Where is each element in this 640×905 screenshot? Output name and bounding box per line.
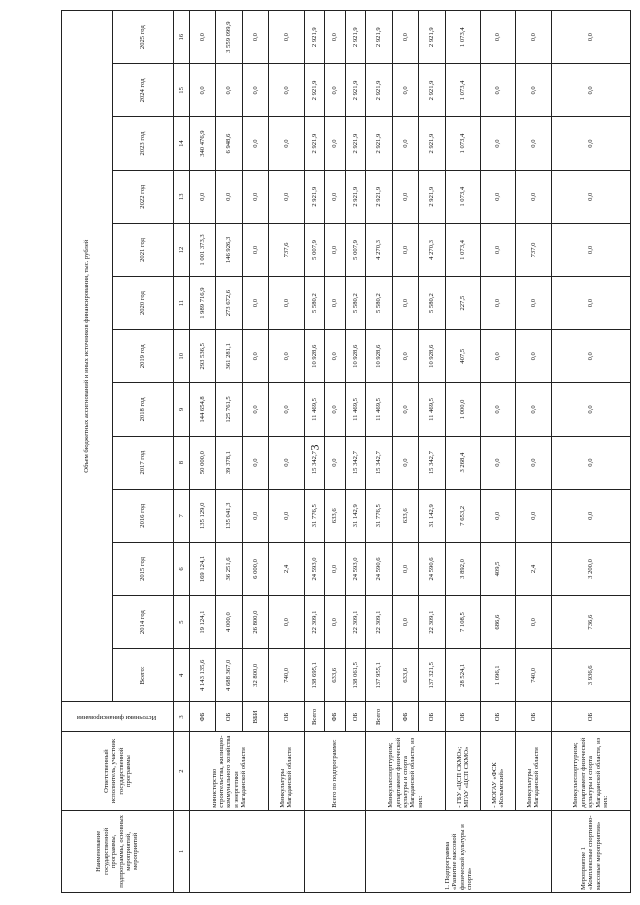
row-funding-source: ОБ <box>419 702 445 732</box>
row-funding-source: ОБ <box>216 702 242 732</box>
column-index: 8 <box>174 436 190 489</box>
row-value: 2 921,9 <box>366 170 392 223</box>
header-year: 2016 год <box>113 489 174 542</box>
row-value: 2 921,9 <box>345 64 366 117</box>
row-value: 31 142,9 <box>419 489 445 542</box>
row-value: 5 580,2 <box>304 277 325 330</box>
row-value: 0,0 <box>516 117 551 170</box>
row-value: 6 000,0 <box>242 542 268 595</box>
column-index: 6 <box>174 542 190 595</box>
row-value: 0,0 <box>325 542 346 595</box>
row-value: 0,0 <box>392 436 418 489</box>
header-program-name: Наименование государственной программы, подпрограммы, основных мероприятий, мероприятий <box>62 810 174 892</box>
row-value: 0,0 <box>325 170 346 223</box>
row-value: 0,0 <box>551 277 630 330</box>
row-funding-source: ФБ <box>325 702 346 732</box>
row-program-cell <box>190 810 305 892</box>
column-index: 15 <box>174 64 190 117</box>
table-row <box>551 11 630 893</box>
column-index: 7 <box>174 489 190 542</box>
row-value: 26 800,0 <box>242 596 268 649</box>
row-value: 0,0 <box>481 489 516 542</box>
row-responsible-label: - ГБУ «ЦСП СКМО»; МГАУ «ЦСП СКМО» <box>445 732 480 810</box>
row-value: 0,0 <box>242 436 268 489</box>
row-value: 7 108,5 <box>445 596 480 649</box>
row-value: 0,0 <box>392 277 418 330</box>
row-funding-source: ОБ <box>481 702 516 732</box>
row-funding-source: ОБ <box>551 702 630 732</box>
row-value: 0,0 <box>481 11 516 64</box>
row-value: 10 928,6 <box>304 330 325 383</box>
table-row <box>304 11 325 893</box>
header-funding-title: Объем бюджетных ассигнований и иных источников финансирования, тыс. рублей <box>62 11 113 702</box>
row-value: 5 580,2 <box>366 277 392 330</box>
row-value: 633,6 <box>325 489 346 542</box>
row-value: 11 469,5 <box>366 383 392 436</box>
row-value: 0,0 <box>516 596 551 649</box>
row-program-cell <box>304 810 366 892</box>
row-value: 0,0 <box>269 383 304 436</box>
row-funding-source: ОБ <box>445 702 480 732</box>
row-funding-source: ОБ <box>516 702 551 732</box>
header-year: 2023 год <box>113 117 174 170</box>
row-value: 633,6 <box>392 489 418 542</box>
row-value: 0,0 <box>551 436 630 489</box>
row-value: 5 580,2 <box>419 277 445 330</box>
row-funding-source: Всего <box>304 702 325 732</box>
row-value: 0,0 <box>551 489 630 542</box>
row-value: 39 378,1 <box>216 436 242 489</box>
row-value: 169 124,1 <box>190 542 216 595</box>
row-value: 135 129,0 <box>190 489 216 542</box>
row-value: 137 321,5 <box>419 649 445 702</box>
row-value: 1 073,4 <box>445 117 480 170</box>
header-funding-source <box>62 702 174 732</box>
header-year: 2020 год <box>113 277 174 330</box>
row-value: 0,0 <box>325 117 346 170</box>
row-value: 0,0 <box>392 542 418 595</box>
row-value: 10 928,6 <box>345 330 366 383</box>
rotated-page <box>61 10 631 893</box>
row-value: 0,0 <box>242 223 268 276</box>
header-year: 2018 год <box>113 383 174 436</box>
row-value: 125 761,5 <box>216 383 242 436</box>
row-value: 5 007,9 <box>345 223 366 276</box>
row-value: 31 142,9 <box>345 489 366 542</box>
row-value: 2 921,9 <box>304 64 325 117</box>
row-value: 740,0 <box>516 649 551 702</box>
row-value: 144 654,8 <box>190 383 216 436</box>
row-value: 1 073,4 <box>445 11 480 64</box>
row-value: 15 342,7 <box>345 436 366 489</box>
row-value: 0,0 <box>481 277 516 330</box>
column-index: 10 <box>174 330 190 383</box>
row-funding-source: ФБ <box>392 702 418 732</box>
row-value: 273 672,6 <box>216 277 242 330</box>
row-value: 146 926,3 <box>216 223 242 276</box>
row-value: 227,5 <box>445 277 480 330</box>
row-value: 736,6 <box>551 596 630 649</box>
row-value: 10 928,6 <box>419 330 445 383</box>
row-value: 0,0 <box>392 330 418 383</box>
row-value: 0,0 <box>242 383 268 436</box>
row-value: 24 593,0 <box>345 542 366 595</box>
row-value: 0,0 <box>269 11 304 64</box>
row-value: 0,0 <box>516 436 551 489</box>
header-total: Всего: <box>113 649 174 702</box>
row-value: 22 309,1 <box>366 596 392 649</box>
row-value: 0,0 <box>269 596 304 649</box>
row-value: 2 921,9 <box>345 117 366 170</box>
row-value: 2 921,9 <box>419 64 445 117</box>
row-value: 2 921,9 <box>345 11 366 64</box>
row-value: 31 776,5 <box>304 489 325 542</box>
row-value: 0,0 <box>551 117 630 170</box>
row-value: 0,0 <box>392 383 418 436</box>
header-year: 2019 год <box>113 330 174 383</box>
row-value: 361 281,1 <box>216 330 242 383</box>
row-value: 0,0 <box>242 330 268 383</box>
row-value: 340 476,9 <box>190 117 216 170</box>
row-value: 1 073,4 <box>445 170 480 223</box>
row-value: 3 200,0 <box>551 542 630 595</box>
row-value: 1 096,1 <box>481 649 516 702</box>
row-value: 0,0 <box>242 64 268 117</box>
row-value: 0,0 <box>551 64 630 117</box>
row-value: 15 342,7 <box>419 436 445 489</box>
column-index: 11 <box>174 277 190 330</box>
row-value: 2,4 <box>269 542 304 595</box>
row-program-label: 1. Подпрограмма «Развитие массовой физической культуры и спорта» <box>366 810 551 892</box>
row-value: 0,0 <box>190 64 216 117</box>
row-value: 2 921,9 <box>304 170 325 223</box>
row-value: 737,0 <box>516 223 551 276</box>
row-value: 0,0 <box>392 11 418 64</box>
row-value: 0,0 <box>242 489 268 542</box>
column-index-row <box>174 11 190 893</box>
row-value: 0,0 <box>481 223 516 276</box>
row-value: 1 989 716,9 <box>190 277 216 330</box>
row-value: 138 695,1 <box>304 649 325 702</box>
row-value: 4 000,0 <box>216 596 242 649</box>
row-value: 0,0 <box>481 64 516 117</box>
row-value: 0,0 <box>551 223 630 276</box>
row-value: 407,5 <box>445 330 480 383</box>
row-value: 50 000,0 <box>190 436 216 489</box>
row-value: 24 590,6 <box>419 542 445 595</box>
column-index: 5 <box>174 596 190 649</box>
row-value: 2 921,9 <box>345 170 366 223</box>
row-value: 15 342,7 <box>366 436 392 489</box>
row-value: 0,0 <box>392 223 418 276</box>
row-value: 0,0 <box>481 330 516 383</box>
row-responsible-label: Минкультуры Магаданской области <box>269 732 304 810</box>
row-value: 1 000,0 <box>445 383 480 436</box>
page-number: 3 <box>307 444 322 451</box>
row-value: 2 921,9 <box>366 64 392 117</box>
table-row <box>445 11 480 893</box>
row-value: 11 469,5 <box>419 383 445 436</box>
row-value: 0,0 <box>516 277 551 330</box>
table-row <box>366 11 392 893</box>
row-value: 0,0 <box>190 11 216 64</box>
table-row <box>190 11 216 893</box>
row-value: 4 270,3 <box>366 223 392 276</box>
row-value: 0,0 <box>481 436 516 489</box>
row-value: 0,0 <box>325 436 346 489</box>
row-value: 4 143 135,6 <box>190 649 216 702</box>
row-value: 0,0 <box>269 64 304 117</box>
row-value: 0,0 <box>216 170 242 223</box>
row-value: 0,0 <box>325 11 346 64</box>
row-value: 135 041,3 <box>216 489 242 542</box>
row-value: 3 268,4 <box>445 436 480 489</box>
row-value: 0,0 <box>325 383 346 436</box>
row-value: 4 688 367,0 <box>216 649 242 702</box>
row-value: 24 593,0 <box>304 542 325 595</box>
row-value: 0,0 <box>269 436 304 489</box>
row-responsible-label: Всего по подпрограмме: <box>304 732 366 810</box>
row-value: 0,0 <box>551 330 630 383</box>
row-value: 22 309,1 <box>419 596 445 649</box>
row-value: 0,0 <box>392 64 418 117</box>
row-value: 0,0 <box>551 383 630 436</box>
row-value: 0,0 <box>516 170 551 223</box>
column-index: 14 <box>174 117 190 170</box>
row-value: 2,4 <box>516 542 551 595</box>
row-value: 28 524,1 <box>445 649 480 702</box>
row-value: 2 921,9 <box>366 11 392 64</box>
row-value: 0,0 <box>269 330 304 383</box>
row-value: 5 580,2 <box>345 277 366 330</box>
row-responsible-label: Минкультспорттуризм; департамент физической культуры и спорта Магаданской области, из них: <box>551 732 630 810</box>
row-responsible-label: Минкультуры Магаданской области <box>516 732 551 810</box>
row-value: 0,0 <box>269 170 304 223</box>
row-value: 0,0 <box>516 11 551 64</box>
row-value: 0,0 <box>551 170 630 223</box>
row-funding-source: ВБИ <box>242 702 268 732</box>
row-value: 22 309,1 <box>304 596 325 649</box>
row-value: 2 921,9 <box>304 11 325 64</box>
row-value: 0,0 <box>216 64 242 117</box>
row-value: 2 921,9 <box>419 117 445 170</box>
header-year: 2017 год <box>113 436 174 489</box>
row-value: 0,0 <box>190 170 216 223</box>
row-value: 0,0 <box>481 170 516 223</box>
row-value: 0,0 <box>392 170 418 223</box>
column-index: 16 <box>174 11 190 64</box>
table-row <box>516 11 551 893</box>
row-responsible-label: - МОГАУ «ФСК «Колымский» <box>481 732 516 810</box>
row-value: 0,0 <box>242 117 268 170</box>
row-value: 0,0 <box>242 11 268 64</box>
column-index: 2 <box>174 732 190 810</box>
row-value: 0,0 <box>516 64 551 117</box>
row-value: 11 469,5 <box>304 383 325 436</box>
row-value: 1 073,4 <box>445 223 480 276</box>
row-value: 0,0 <box>481 117 516 170</box>
row-value: 2 921,9 <box>366 117 392 170</box>
row-value: 0,0 <box>481 383 516 436</box>
row-funding-source: ОБ <box>345 702 366 732</box>
header-funding-source-text: Источники финансирования <box>76 713 156 721</box>
funding-table <box>61 10 631 893</box>
header-year: 2022 год <box>113 170 174 223</box>
header-year: 2024 год <box>113 64 174 117</box>
row-value: 0,0 <box>242 170 268 223</box>
column-index: 1 <box>174 810 190 892</box>
row-value: 633,6 <box>392 649 418 702</box>
row-value: 0,0 <box>516 383 551 436</box>
row-value: 1 001 373,3 <box>190 223 216 276</box>
header-year: 2021 год <box>113 223 174 276</box>
row-value: 2 921,9 <box>419 11 445 64</box>
row-value: 11 469,5 <box>345 383 366 436</box>
table-row <box>481 11 516 893</box>
header-year: 2014 год <box>113 596 174 649</box>
row-value: 24 590,6 <box>366 542 392 595</box>
column-index: 9 <box>174 383 190 436</box>
row-value: 5 007,9 <box>304 223 325 276</box>
row-value: 0,0 <box>325 596 346 649</box>
row-value: 0,0 <box>392 596 418 649</box>
row-program-label: Мероприятие 1 «Комплексные спортивно-массовые мероприятия» <box>551 810 630 892</box>
row-value: 686,6 <box>481 596 516 649</box>
row-value: 0,0 <box>269 489 304 542</box>
row-responsible-label: министерство строительства, жилищно-коммунального хозяйства и энергетики Магаданской области <box>190 732 269 810</box>
row-value: 137 955,1 <box>366 649 392 702</box>
row-value: 19 124,1 <box>190 596 216 649</box>
row-value: 0,0 <box>551 11 630 64</box>
header-responsible: Ответственный исполнитель, участник государственной программы <box>62 732 174 810</box>
row-value: 0,0 <box>269 277 304 330</box>
row-value: 6 948,6 <box>216 117 242 170</box>
row-funding-source: Всего <box>366 702 392 732</box>
row-value: 0,0 <box>325 64 346 117</box>
row-value: 138 061,5 <box>345 649 366 702</box>
row-value: 10 928,6 <box>366 330 392 383</box>
row-value: 15 342,7 <box>304 436 325 489</box>
header-year: 2025 год <box>113 11 174 64</box>
row-value: 3 936,6 <box>551 649 630 702</box>
row-value: 0,0 <box>325 223 346 276</box>
row-value: 409,5 <box>481 542 516 595</box>
row-value: 2 921,9 <box>419 170 445 223</box>
row-value: 293 536,5 <box>190 330 216 383</box>
row-value: 3 892,0 <box>445 542 480 595</box>
row-value: 2 921,9 <box>304 117 325 170</box>
row-value: 737,6 <box>269 223 304 276</box>
column-index: 12 <box>174 223 190 276</box>
row-value: 0,0 <box>269 117 304 170</box>
row-funding-source: ОБ <box>269 702 304 732</box>
header-year: 2015 год <box>113 542 174 595</box>
row-value: 633,6 <box>325 649 346 702</box>
row-value: 0,0 <box>392 117 418 170</box>
row-value: 31 776,5 <box>366 489 392 542</box>
column-index: 13 <box>174 170 190 223</box>
row-value: 3 559 099,9 <box>216 11 242 64</box>
row-value: 32 800,0 <box>242 649 268 702</box>
row-responsible-label: Минкультспорттуризм; департамент физической культуры и спорта Магаданской области, из них: <box>366 732 445 810</box>
row-value: 22 309,1 <box>345 596 366 649</box>
table-row <box>269 11 304 893</box>
column-index: 4 <box>174 649 190 702</box>
row-value: 0,0 <box>516 489 551 542</box>
row-value: 0,0 <box>325 277 346 330</box>
column-index: 3 <box>174 702 190 732</box>
row-funding-source: ФБ <box>190 702 216 732</box>
row-value: 740,0 <box>269 649 304 702</box>
row-value: 36 251,6 <box>216 542 242 595</box>
row-value: 7 653,2 <box>445 489 480 542</box>
row-value: 1 073,4 <box>445 64 480 117</box>
row-value: 0,0 <box>516 330 551 383</box>
row-value: 4 270,3 <box>419 223 445 276</box>
row-value: 0,0 <box>242 277 268 330</box>
row-value: 0,0 <box>325 330 346 383</box>
